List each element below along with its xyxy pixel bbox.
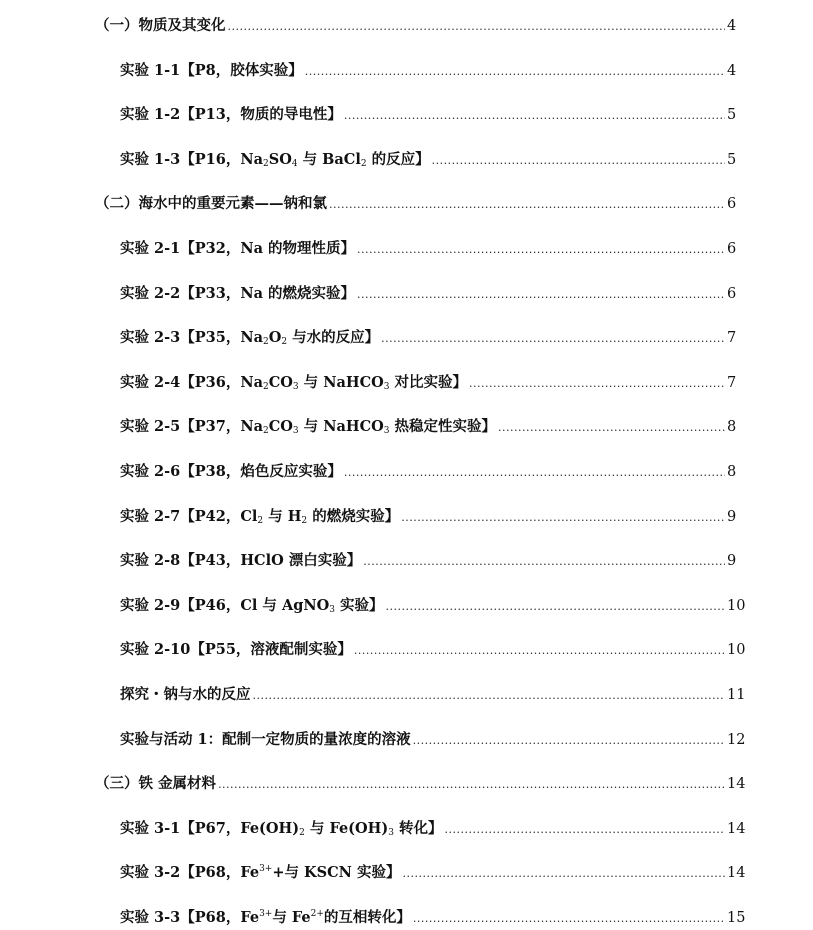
toc-entry-title	[120, 415, 496, 436]
toc-dot-leader	[357, 288, 725, 301]
toc-title-fragment: 2+	[310, 909, 324, 919]
toc-title-fragment: 实验 2-5【P37，Na	[120, 418, 263, 436]
toc-page-number: 8	[727, 464, 737, 480]
toc-title-fragment: +与 KSCN 实验】	[272, 864, 401, 882]
toc-title-fragment: O	[268, 329, 282, 347]
toc-section-entry[interactable]	[0, 103, 813, 127]
toc-title-fragment: 与 H	[263, 507, 302, 525]
toc-title-fragment: 实验 3-3【P68，Fe	[120, 909, 260, 926]
toc-chapter-entry[interactable]	[0, 14, 813, 38]
toc-dot-leader	[413, 734, 725, 747]
toc-title-fragment: 与 NaHCO	[298, 373, 384, 391]
toc-page-number: 9	[727, 508, 737, 525]
toc-page-number: 5	[727, 107, 737, 124]
toc-entry-title	[120, 861, 400, 882]
toc-page-number: 12	[727, 731, 746, 748]
toc-title-fragment: 4	[291, 158, 298, 169]
toc-page-number: 6	[727, 285, 737, 302]
toc-title-fragment: 2	[262, 158, 269, 169]
toc-section-entry[interactable]	[0, 906, 813, 930]
toc-title-fragment: 实验 2-9【P46，Cl 与 AgNO	[120, 596, 330, 614]
toc-title-fragment: 2	[257, 515, 264, 526]
toc-entry-title	[120, 906, 411, 927]
toc-title-fragment: 2	[301, 515, 308, 526]
toc-title-fragment: 热稳定性实验】	[389, 418, 497, 436]
toc-title-fragment: 3	[292, 381, 299, 392]
toc-section-entry[interactable]	[0, 326, 813, 350]
toc-title-fragment: 转化】	[393, 819, 443, 837]
toc-title-fragment: 2	[262, 381, 269, 392]
toc-title-fragment: 实验与活动 1：配制一定物质的量浓度的溶液	[120, 730, 411, 748]
toc-page-number: 6	[727, 241, 737, 257]
toc-title-fragment: 实验 2-1【P32，Na 的物理性质】	[120, 240, 356, 257]
toc-title-fragment: 2	[360, 158, 367, 169]
toc-page-number: 7	[727, 330, 737, 347]
toc-title-fragment: 实验】	[334, 596, 384, 614]
toc-page-number: 4	[727, 62, 737, 79]
toc-title-fragment: 实验 3-1【P67，Fe(OH)	[120, 819, 300, 837]
toc-page-number: 6	[727, 196, 737, 213]
toc-title-fragment: 实验 3-2【P68，Fe	[120, 864, 260, 882]
toc-title-fragment: 实验 1-1【P8，胶体实验】	[120, 61, 303, 79]
toc-section-entry[interactable]	[0, 148, 813, 172]
toc-section-entry[interactable]	[0, 638, 813, 662]
toc-title-fragment: 的燃烧实验】	[307, 507, 400, 525]
toc-entry-title	[95, 14, 226, 35]
toc-entry-title	[120, 371, 467, 392]
toc-dot-leader	[357, 243, 725, 256]
toc-title-fragment: 与 Fe(OH)	[304, 819, 389, 837]
toc-title-fragment: 2	[281, 337, 288, 348]
toc-entry-title	[120, 237, 355, 258]
toc-section-entry[interactable]	[0, 415, 813, 439]
toc-section-entry[interactable]	[0, 237, 813, 261]
toc-dot-leader	[445, 823, 725, 836]
toc-title-fragment: 对比实验】	[389, 373, 468, 391]
toc-page-number: 14	[727, 776, 746, 793]
toc-title-fragment: 实验 2-7【P42，Cl	[120, 507, 258, 525]
toc-title-fragment: 与水的反应】	[287, 329, 380, 347]
toc-title-fragment: （三）铁 金属材料	[95, 775, 217, 793]
toc-page-number: 7	[727, 374, 737, 391]
toc-title-fragment: 实验 1-3【P16，Na	[120, 150, 263, 168]
toc-entry-title	[120, 638, 352, 659]
toc-title-fragment: 2	[299, 827, 305, 838]
toc-dot-leader	[329, 198, 725, 211]
toc-dot-leader	[344, 466, 725, 479]
toc-title-fragment: 的互相转化】	[323, 909, 411, 926]
toc-dot-leader	[381, 332, 725, 345]
toc-title-fragment: 3	[388, 827, 394, 838]
toc-section-entry[interactable]	[0, 371, 813, 395]
toc-page-number: 11	[727, 687, 746, 703]
toc-title-fragment: 3	[292, 426, 299, 437]
toc-dot-leader	[401, 511, 725, 524]
toc-entry-title	[120, 549, 361, 570]
toc-section-entry[interactable]	[0, 728, 813, 752]
toc-entry-title	[120, 59, 303, 80]
toc-page-number: 4	[727, 18, 737, 34]
toc-section-entry[interactable]	[0, 683, 813, 707]
toc-dot-leader	[386, 600, 725, 613]
toc-title-fragment: 与 BaCl	[297, 150, 361, 168]
toc-entry-title	[120, 103, 342, 124]
toc-title-fragment: 3	[329, 604, 335, 615]
toc-dot-leader	[354, 644, 725, 657]
toc-title-fragment: 实验 2-8【P43，HClO 漂白实验】	[120, 552, 362, 570]
toc-entry-title	[120, 326, 379, 347]
toc-entry-title	[120, 683, 251, 704]
toc-section-entry[interactable]	[0, 59, 813, 83]
toc-title-fragment: 实验 2-4【P36，Na	[120, 373, 263, 391]
toc-dot-leader	[402, 867, 725, 880]
toc-title-fragment: CO	[268, 373, 293, 391]
toc-title-fragment: 探究・钠与水的反应	[120, 686, 251, 703]
toc-title-fragment: 3	[383, 426, 390, 437]
toc-title-fragment: 3	[383, 381, 390, 392]
toc-section-entry[interactable]	[0, 460, 813, 484]
toc-section-entry[interactable]	[0, 594, 813, 618]
toc-section-entry[interactable]	[0, 861, 813, 885]
toc-page-number: 14	[727, 820, 746, 837]
toc-dot-leader	[305, 65, 725, 78]
toc-title-fragment: SO	[268, 150, 292, 168]
toc-dot-leader	[344, 109, 725, 122]
toc-entry-title	[120, 460, 342, 481]
toc-page-number: 5	[727, 151, 737, 168]
toc-page-number: 10	[727, 642, 746, 659]
toc-title-fragment: 实验 2-6【P38，焰色反应实验】	[120, 463, 342, 480]
toc-dot-leader	[253, 689, 726, 702]
toc-page-number: 10	[727, 597, 746, 614]
toc-section-entry[interactable]	[0, 549, 813, 573]
toc-chapter-entry[interactable]	[0, 192, 813, 216]
toc-dot-leader	[218, 778, 725, 791]
toc-dot-leader	[498, 421, 725, 434]
toc-entry-title	[95, 772, 216, 793]
toc-entry-title	[120, 817, 443, 838]
toc-entry-title	[120, 282, 355, 303]
toc-title-fragment: 2	[262, 337, 269, 348]
toc-title-fragment: 与 Fe	[272, 909, 311, 926]
toc-section-entry[interactable]	[0, 817, 813, 841]
toc-chapter-entry[interactable]	[0, 772, 813, 796]
toc-entry-title	[120, 728, 411, 749]
toc-dot-leader	[363, 555, 725, 568]
toc-title-fragment: 实验 2-10【P55，溶液配制实验】	[120, 641, 352, 659]
toc-title-fragment: 实验 2-3【P35，Na	[120, 329, 263, 347]
toc-title-fragment: CO	[268, 418, 293, 436]
toc-page-number: 9	[727, 553, 737, 570]
toc-title-fragment: 3+	[259, 909, 273, 919]
toc-title-fragment: 与 NaHCO	[298, 418, 384, 436]
toc-entry-title	[120, 505, 399, 526]
toc-dot-leader	[469, 377, 725, 390]
toc-page-number: 14	[727, 865, 746, 882]
toc-section-entry[interactable]	[0, 282, 813, 306]
toc-entry-title	[120, 594, 384, 615]
toc-page-number: 15	[727, 910, 746, 926]
toc-entry-title	[120, 148, 430, 169]
toc-title-fragment: 实验 1-2【P13，物质的导电性】	[120, 106, 342, 124]
toc-dot-leader	[432, 154, 725, 167]
toc-title-fragment: （一）物质及其变化	[95, 17, 226, 34]
toc-title-fragment: 的反应】	[366, 150, 430, 168]
toc-title-fragment: 实验 2-2【P33，Na 的燃烧实验】	[120, 284, 356, 302]
toc-dot-leader	[228, 20, 726, 33]
toc-page-number: 8	[727, 419, 737, 436]
toc-title-fragment: （二）海水中的重要元素——钠和氯	[95, 195, 327, 213]
toc-section-entry[interactable]	[0, 505, 813, 529]
toc-title-fragment: 3+	[259, 864, 273, 875]
toc-entry-title	[95, 192, 327, 213]
toc-title-fragment: 2	[262, 426, 269, 437]
toc-dot-leader	[413, 912, 725, 925]
